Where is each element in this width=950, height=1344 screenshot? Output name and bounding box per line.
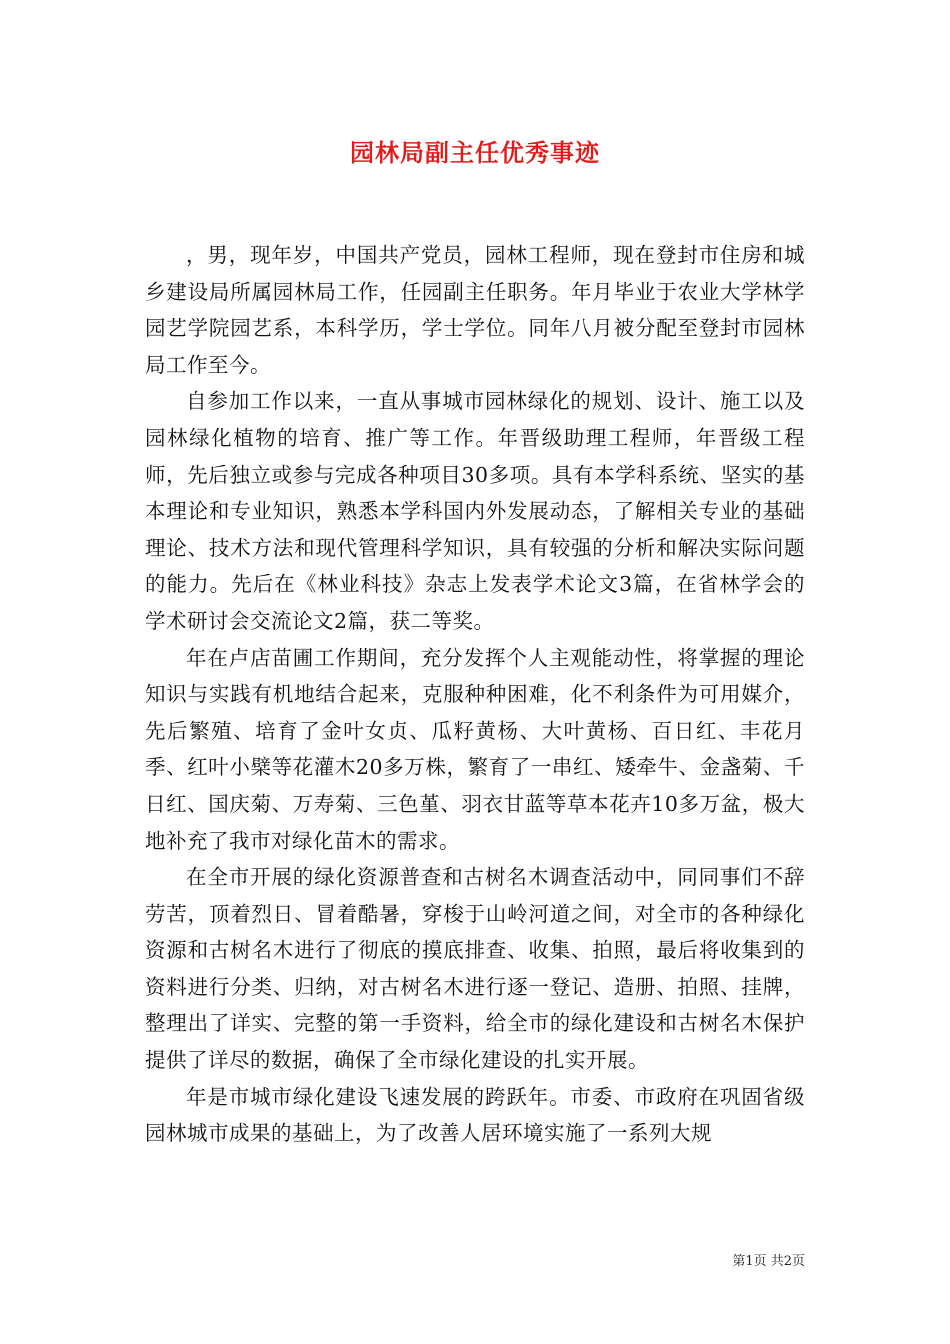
paragraph-5: 年是市城市绿化建设飞速发展的跨跃年。市委、市政府在巩固省级园林城市成果的基础上，为了改善人居环境实施了一系列大规 (145, 1084, 805, 1146)
document-title: 园林局副主任优秀事迹 (350, 138, 600, 167)
page-number: 第1页 共2页 (732, 1254, 805, 1269)
paragraph-3: 年在卢店苗圃工作期间，充分发挥个人主观能动性，将掌握的理论知识与实践有机地结合起来，克服种种困难，化不利条件为可用媒介，先后繁殖、培育了金叶女贞、瓜籽黄杨、大叶黄杨、百日红、丰花月季、红叶小檗等花灌木20多万株，繁育了一串红、矮牵牛、金盏菊、千日红、国庆菊、万寿菊、三色堇、羽衣甘蓝等草本花卉10多万盆，极大地补充了我市对绿化苗木的需求。 (145, 645, 805, 853)
paragraph-2: 自参加工作以来，一直从事城市园林绿化的规划、设计、施工以及园林绿化植物的培育、推广等工作。年晋级助理工程师，年晋级工程师，先后独立或参与完成各种项目30多项。具有本学科系统、坚实的基本理论和专业知识，熟悉本学科国内外发展动态，了解相关专业的基础理论、技术方法和现代管理科学知识，具有较强的分析和解决实际问题的能力。先后在《林业科技》杂志上发表学术论文3篇，在省林学会的学术研讨会交流论文2篇，获二等奖。 (145, 389, 805, 633)
document-body (145, 237, 805, 1152)
paragraph-4: 在全市开展的绿化资源普查和古树名木调查活动中，同同事们不辞劳苦，顶着烈日、冒着酷暑，穿梭于山岭河道之间，对全市的各种绿化资源和古树名木进行了彻底的摸底排查、收集、拍照，最后将收集到的资料进行分类、归纳，对古树名木进行逐一登记、造册、拍照、挂牌，整理出了详实、完整的第一手资料，给全市的绿化建设和古树名木保护提供了详尽的数据，确保了全市绿化建设的扎实开展。 (145, 865, 805, 1073)
paragraph-1: ，男，现年岁，中国共产党员，园林工程师，现在登封市住房和城乡建设局所属园林局工作，任园副主任职务。年月毕业于农业大学林学园艺学院园艺系，本科学历，学士学位。同年八月被分配至登封市园林局工作至今。 (145, 243, 805, 377)
